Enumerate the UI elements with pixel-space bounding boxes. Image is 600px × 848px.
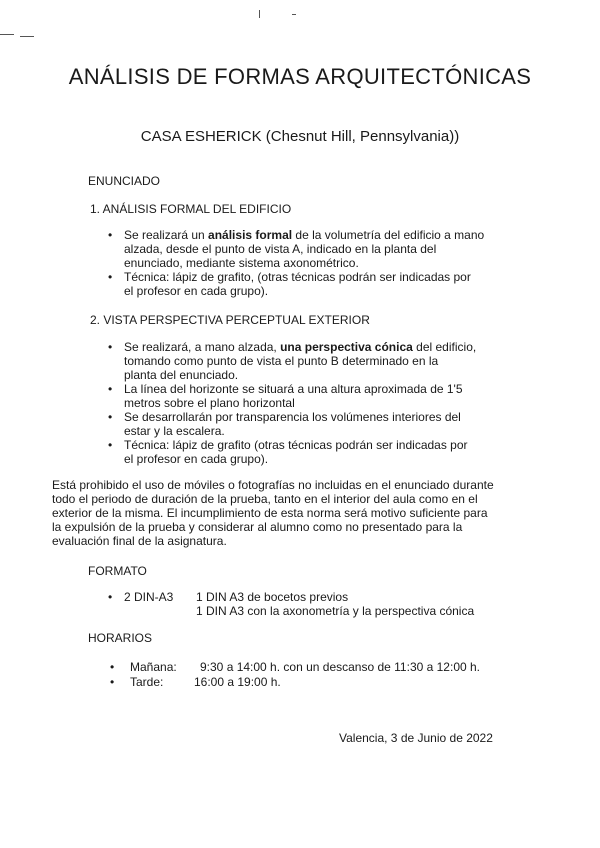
document-subtitle: CASA ESHERICK (Chesnut Hill, Pennsylvania)) [140,128,460,145]
tarde-label: Tarde: [130,675,164,689]
formato-line-2: 1 DIN A3 con la axonometría y la perspectiva cónica [196,604,475,618]
bullet-continuation [124,256,484,270]
bullet-continuation [124,284,484,298]
bullet-continuation [124,354,476,368]
horarios-bullet: • [110,660,115,674]
rules-paragraph [52,478,494,548]
bold-text: análisis formal [208,228,293,242]
bullet-text: alzada, desde el punto de vista A, indicado en la planta del [124,242,437,256]
manana-label: Mañana: [130,660,177,674]
bullet-text: del edificio, [412,340,477,354]
bullet-text: Se realizará un [124,228,209,242]
bullet-item [124,270,484,284]
bullet-continuation [124,424,476,438]
scan-mark [20,36,34,37]
bullet-continuation [124,396,476,410]
bullet-text: Se desarrollarán por transparencia los volúmenes interiores del [124,410,461,424]
bullet-text: planta del enunciado. [124,368,239,382]
document-date: Valencia, 3 de Junio de 2022 [339,731,493,745]
bullet-text: Técnica: lápiz de grafito (otras técnicas podrán ser indicadas por [124,438,468,452]
paragraph-line: la expulsión de la prueba y considerar al alumno como no presentado para la [52,520,463,534]
enunciado-heading: ENUNCIADO [88,174,161,188]
formato-label: 2 DIN-A3 [124,590,174,604]
bullet-text: estar y la escalera. [124,424,225,438]
bullet-text: metros sobre el plano horizontal [124,396,295,410]
item-1-bullets [124,228,484,298]
paragraph-line: exterior de la misma. El incumplimiento de esta norma será motivo suficiente para [52,506,488,520]
tarde-value: 16:00 a 19:00 h. [194,675,281,689]
formato-bullet: • [108,590,113,604]
bullet-item [124,438,476,452]
bullet-text: enunciado, mediante sistema axonométrico. [124,256,359,270]
bullet-continuation [124,452,476,466]
formato-heading: FORMATO [88,564,147,578]
bullet-continuation [124,368,476,382]
bullet-text: tomando como punto de vista el punto B determinado en la [124,354,439,368]
horarios-heading: HORARIOS [88,631,153,645]
scan-mark [0,34,14,35]
bullet-text: La línea del horizonte se situará a una altura aproximada de 1'5 [124,382,463,396]
item-2-bullets [124,340,476,466]
paragraph-line: todo el periodo de duración de la prueba, tanto en el interior del aula como en el [52,492,478,506]
bullet-text: Se realizará, a mano alzada, [124,340,281,354]
bullet-text: el profesor en cada grupo). [124,284,269,298]
bullet-item [124,410,476,424]
bullet-item [124,228,484,242]
bullet-item [124,340,476,354]
paragraph-line: evaluación final de la asignatura. [52,534,227,548]
manana-value: 9:30 a 14:00 h. con un descanso de 11:30 a 12:00 h. [200,660,481,674]
paragraph-line: Está prohibido el uso de móviles o fotografías no incluidas en el enunciado durante [52,478,494,492]
bullet-text: de la volumetría del edificio a mano [292,228,485,242]
scan-mark [292,14,296,15]
bullet-text: el profesor en cada grupo). [124,452,269,466]
bullet-item [124,382,476,396]
item-2-label: 2. VISTA PERSPECTIVA PERCEPTUAL EXTERIOR [90,313,370,327]
scan-mark [259,10,260,18]
item-1-label: 1. ANÁLISIS FORMAL DEL EDIFICIO [90,202,292,216]
bullet-text: Técnica: lápiz de grafito, (otras técnicas podrán ser indicadas por [124,270,471,284]
horarios-bullet: • [110,675,115,689]
bullet-continuation [124,242,484,256]
document-title: ANÁLISIS DE FORMAS ARQUITECTÓNICAS [68,64,532,89]
formato-line-1: 1 DIN A3 de bocetos previos [196,590,349,604]
bold-text: una perspectiva cónica [280,340,413,354]
